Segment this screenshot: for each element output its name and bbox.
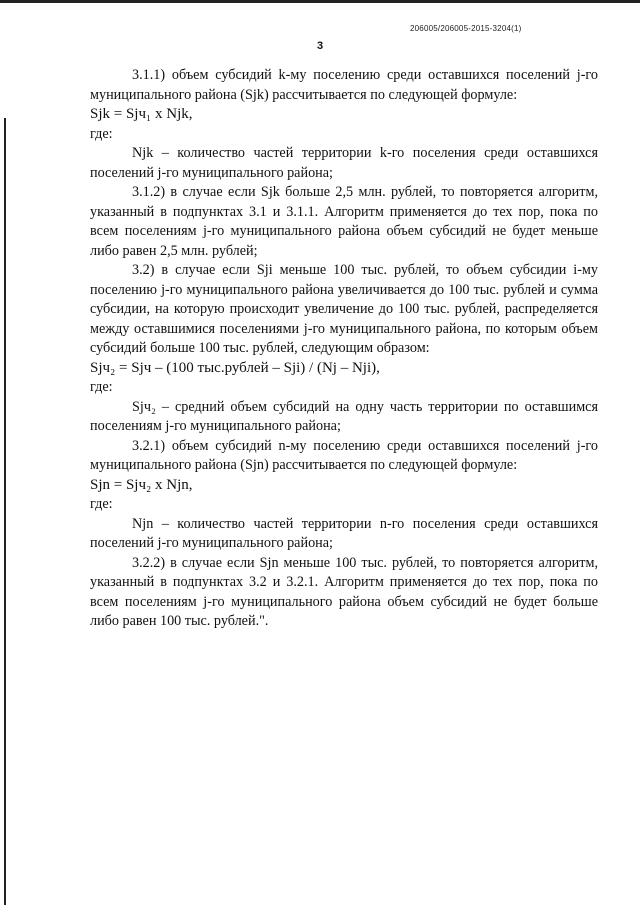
definition-njn: Njn – количество частей территории n-го поселения среди оставшихся поселений j-го муниципального района; [90, 515, 598, 551]
page-number: 3 [316, 40, 324, 52]
where-label: где: [90, 125, 113, 142]
definition-njk: Njk – количество частей территории k-го поселения среди оставшихся поселений j-го муниципального района; [90, 145, 598, 181]
formula-sjch2: Sjч₂ = Sjч – (100 тыс.рублей – Sji) / (Nj – Nji), [90, 359, 380, 376]
paragraph-3-1-2: 3.1.2) в случае если Sjk больше 2,5 млн. рублей, то повторяется алгоритм, указанный в подпунктах 3.1 и 3.1.1. Алгоритм применяется до тех пор, пока по всем поселениям j-го муниципального района объем субсидий не будет меньше либо равен 2,5 млн. рублей; [90, 184, 598, 259]
document-body [90, 66, 598, 632]
formula-sjk: Sjk = Sjч₁ x Njk, [90, 106, 193, 122]
where-label: где: [90, 496, 113, 512]
left-border-line [4, 118, 6, 905]
document-id: 206005/206005-2015-3204(1) [410, 24, 522, 33]
paragraph-3-2: 3.2) в случае если Sji меньше 100 тыс. рублей, то объем субсидии i-му поселению j-го муниципального района увеличивается до 100 тыс. рублей и сумма субсидии, на которую происходит увеличение до 100 тыс. рублей, распределяется между оставшимися поселениями j-го муниципального района, по которым объем субсидий больше 100 тыс. рублей, следующим образом: [90, 262, 598, 356]
paragraph-3-2-1: 3.2.1) объем субсидий n-му поселению среди оставшихся поселений j-го муниципального района (Sjn) рассчитывается по следующей формуле: [90, 437, 598, 473]
top-border-line [0, 0, 640, 3]
where-label: где: [90, 379, 113, 395]
paragraph-3-1-1: 3.1.1) объем субсидий k-му поселению среди оставшихся поселений j-го муниципального района (Sjk) рассчитывается по следующей формуле: [90, 67, 598, 103]
formula-sjn: Sjn = Sjч₂ x Njn, [90, 476, 193, 493]
paragraph-3-2-2: 3.2.2) в случае если Sjn меньше 100 тыс. рублей, то повторяется алгоритм, указанный в подпунктах 3.2 и 3.2.1. Алгоритм применяется до тех пор, пока по всем поселениям j-го муниципального района объем субсидий не будет больше либо равен 100 тыс. рублей.". [90, 554, 598, 629]
definition-sjch2: Sjч₂ – средний объем субсидий на одну часть территории по оставшимся поселениям j-го муниципального района; [90, 398, 598, 434]
